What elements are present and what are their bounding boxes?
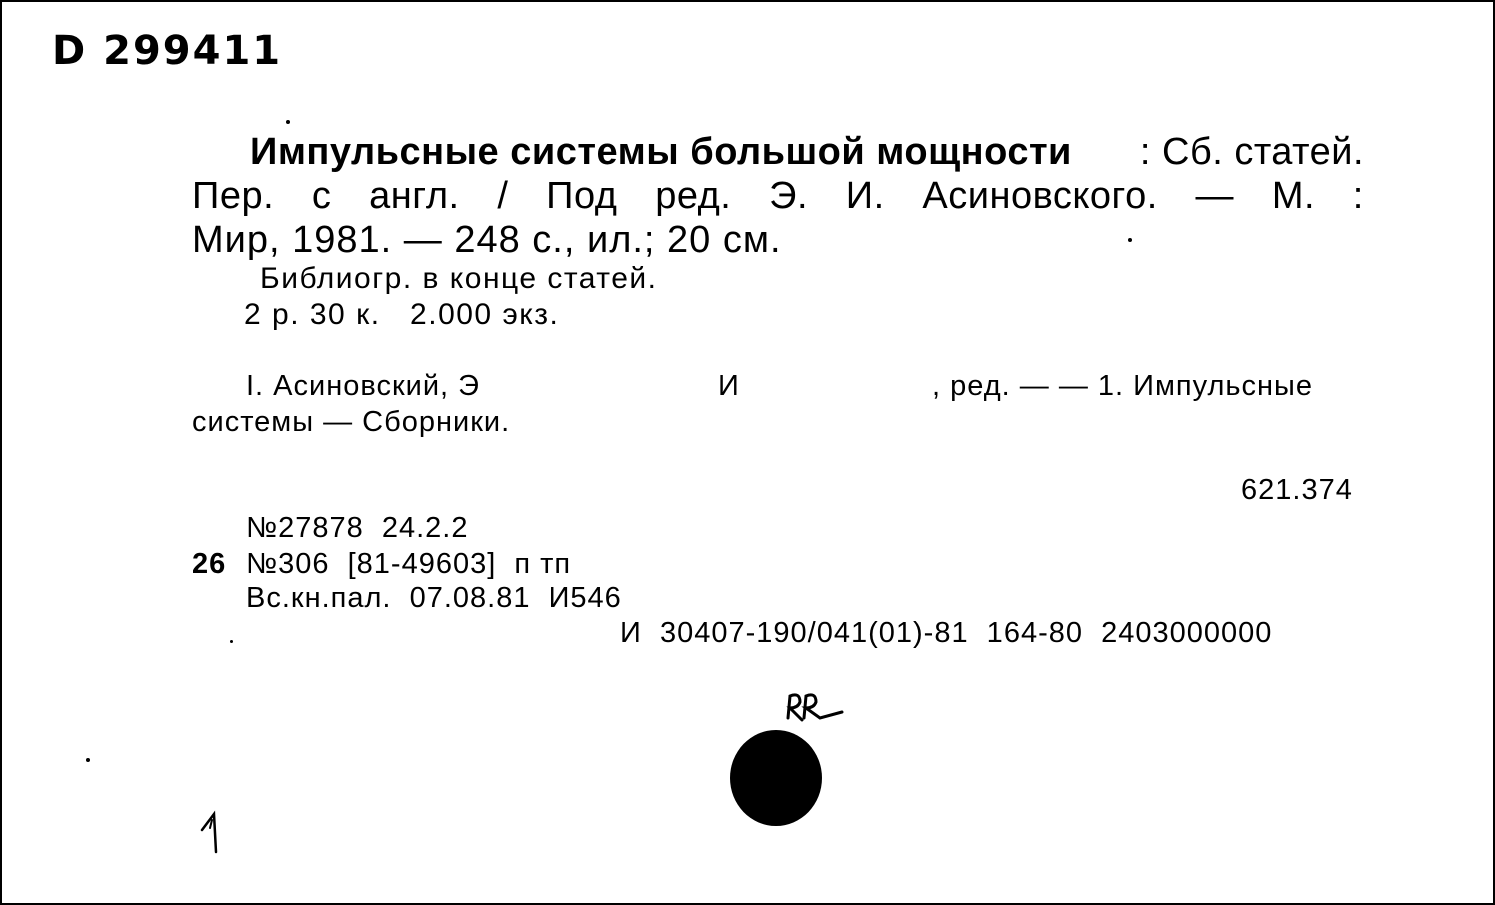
price-and-run: 2 р. 30 к. 2.000 экз. (244, 298, 560, 331)
handwritten-number (198, 808, 232, 856)
registry-line-2: №306 [81-49603] п тп (246, 548, 572, 580)
registry-line-4: И 30407-190/041(01)-81 164-80 2403000000 (620, 617, 1273, 649)
title-word: Пер. (192, 175, 275, 217)
title-word: Э. (769, 175, 809, 217)
title-subtype: : Сб. статей. (1139, 131, 1364, 173)
handwritten-initials (782, 690, 846, 724)
title-word: с (311, 175, 332, 217)
imprint-line: Мир, 1981. — 248 с., ил.; 20 см. (192, 219, 782, 261)
speck-dot (230, 640, 233, 643)
speck-dot (86, 758, 90, 762)
title-word: / (497, 175, 509, 217)
title-word: М. (1271, 175, 1316, 217)
bibliography-note: Библиогр. в конце статей. (260, 262, 658, 295)
registry-prefix: 26 (192, 548, 227, 580)
work-title: Импульсные системы большой мощности (250, 131, 1072, 173)
title-word: Асиновского. (922, 175, 1158, 217)
title-word: И. (845, 175, 885, 217)
speck-dot (1128, 238, 1132, 242)
title-word: : (1352, 175, 1364, 217)
title-line-2 (192, 174, 1364, 218)
title-line-1 (192, 130, 1364, 174)
tracing-continuation: системы — Сборники. (192, 406, 511, 438)
registry-line-3: Вс.кн.пал. 07.08.81 И546 (246, 582, 622, 614)
tracing-name: I. Асиновский, Э (246, 370, 480, 402)
title-word: Под (546, 175, 618, 217)
title-word: англ. (369, 175, 460, 217)
udc-index: 621.374 (1241, 474, 1353, 506)
title-word: ред. (655, 175, 732, 217)
card-id-number: D 299411 (52, 28, 283, 74)
tracing-subject: , ред. — — 1. Импульсные (932, 370, 1313, 402)
title-word: — (1195, 175, 1235, 217)
speck-dot (286, 120, 290, 124)
tracing-initial: И (718, 370, 740, 402)
ink-stamp-dot (730, 730, 822, 826)
registry-line-1: №27878 24.2.2 (246, 512, 469, 544)
